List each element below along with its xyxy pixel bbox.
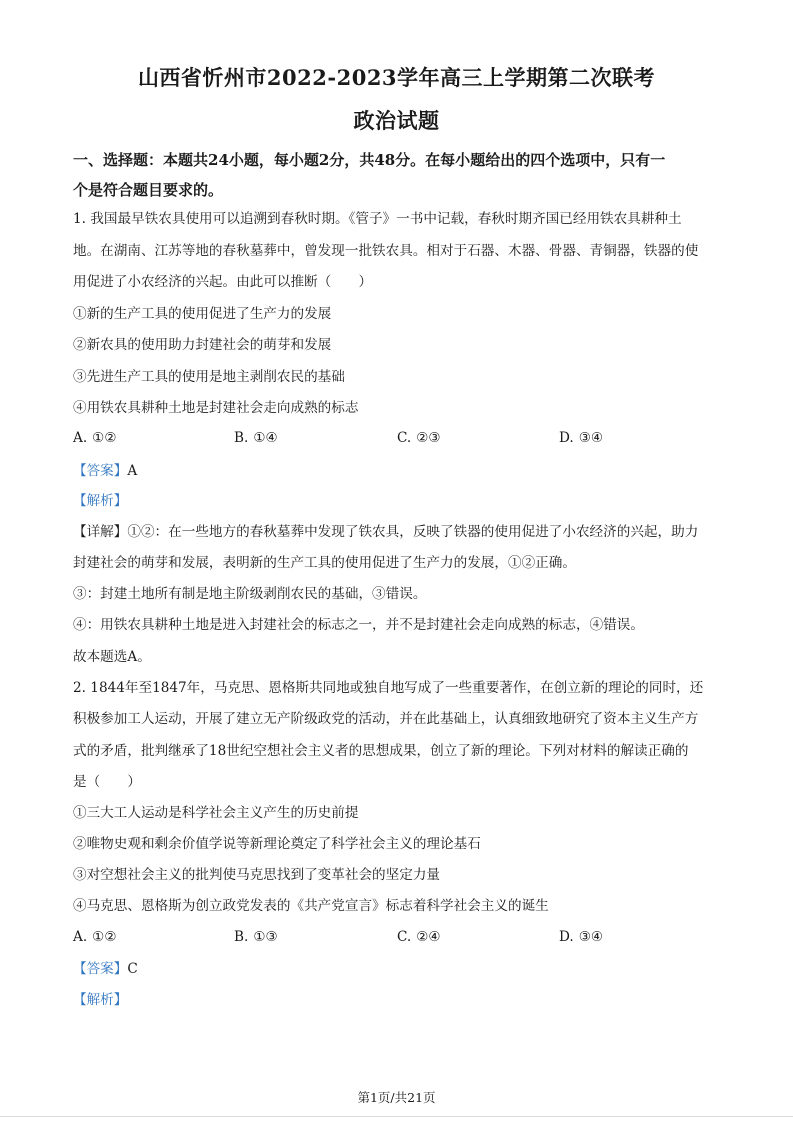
q1-answer xyxy=(73,461,728,481)
answer-value: C xyxy=(127,961,138,977)
q1-stem-line: 地。在湖南、江苏等地的春秋墓葬中，曾发现一批铁农具。相对于石器、木器、骨器、青铜器，铁器的使 xyxy=(73,243,699,259)
answer-tag: 【答案】 xyxy=(73,463,128,479)
q2-analysis xyxy=(73,990,728,1010)
q1-detail-line: 【详解】①②：在一些地方的春秋墓葬中发现了铁农具，反映了铁器的使用促进了小农经济的兴起，助力 xyxy=(73,524,699,540)
q2-option-b: B. ①③ xyxy=(234,929,278,945)
q2-statement: ②唯物史观和剩余价值学说等新理论奠定了科学社会主义的理论基石 xyxy=(73,836,481,852)
q1-stem-line: 1. 我国最早铁农具使用可以追溯到春秋时期。《管子》一书中记载，春秋时期齐国已经用铁农具耕种土 xyxy=(73,211,682,227)
section-heading-line-1: 一、选择题：本题共24小题，每小题2分，共48分。在每小题给出的四个选项中，只有一 xyxy=(73,151,666,169)
q2-statement: ④马克思、恩格斯为创立政党发表的《共产党宣言》标志着科学社会主义的诞生 xyxy=(73,898,549,914)
q2-option-c: C. ②④ xyxy=(397,929,441,945)
answer-value: A xyxy=(127,463,138,479)
q2-stem-line: 积极参加工人运动，开展了建立无产阶级政党的活动，并在此基础上，认真细致地研究了资本主义生产方 xyxy=(73,711,699,727)
q2-options xyxy=(73,927,728,947)
q1-options xyxy=(73,428,728,448)
answer-tag: 【答案】 xyxy=(73,961,128,977)
q2-stem-line: 2. 1844年至1847年，马克思、恩格斯共同地或独自地写成了一些重要著作，在创立新的理论的同时，还 xyxy=(73,680,704,696)
q2-option-a: A. ①② xyxy=(73,929,117,945)
q1-option-b: B. ①④ xyxy=(234,430,278,446)
q1-statement: ③先进生产工具的使用是地主剥削农民的基础 xyxy=(73,369,345,385)
section-heading-line-2: 个是符合题目要求的。 xyxy=(73,181,224,199)
q1-detail-line: 封建社会的萌芽和发展，表明新的生产工具的使用促进了生产力的发展，①②正确。 xyxy=(73,555,576,571)
q2-stem-line: 式的矛盾，批判继承了18世纪空想社会主义者的思想成果，创立了新的理论。下列对材料的解读正确的 xyxy=(73,743,689,759)
q2-statement: ①三大工人运动是科学社会主义产生的历史前提 xyxy=(73,805,359,821)
q1-detail-line: ④：用铁农具耕种土地是进入封建社会的标志之一，并不是封建社会走向成熟的标志，④错误。 xyxy=(73,617,644,633)
q1-analysis xyxy=(73,491,728,511)
detail-tag: 【详解】 xyxy=(73,524,128,540)
document-title: 山西省忻州市2022-2023学年高三上学期第二次联考 xyxy=(137,65,656,90)
q1-detail-line: ③：封建土地所有制是地主阶级剥削农民的基础，③错误。 xyxy=(73,586,427,602)
q2-statement: ③对空想社会主义的批判使马克思找到了变革社会的坚定力量 xyxy=(73,867,441,883)
q1-option-c: C. ②③ xyxy=(397,430,441,446)
analysis-tag: 【解析】 xyxy=(73,493,128,509)
document-subtitle: 政治试题 xyxy=(353,108,440,133)
q1-statement: ②新农具的使用助力封建社会的萌芽和发展 xyxy=(73,337,332,353)
q1-conclusion: 故本题选A。 xyxy=(73,649,151,665)
q2-answer xyxy=(73,959,728,979)
q1-option-d: D. ③④ xyxy=(559,430,604,446)
page-bottom-divider xyxy=(0,1116,793,1117)
q1-stem-line: 用促进了小农经济的兴起。由此可以推断（ ） xyxy=(73,274,373,290)
q1-statement: ①新的生产工具的使用促进了生产力的发展 xyxy=(73,306,332,322)
analysis-tag: 【解析】 xyxy=(73,992,128,1008)
page-number: 第1页/共21页 xyxy=(357,1090,436,1105)
q1-statement: ④用铁农具耕种土地是封建社会走向成熟的标志 xyxy=(73,400,359,416)
q2-stem-line: 是（ ） xyxy=(73,774,141,790)
q1-option-a: A. ①② xyxy=(73,430,117,446)
q2-option-d: D. ③④ xyxy=(559,929,604,945)
